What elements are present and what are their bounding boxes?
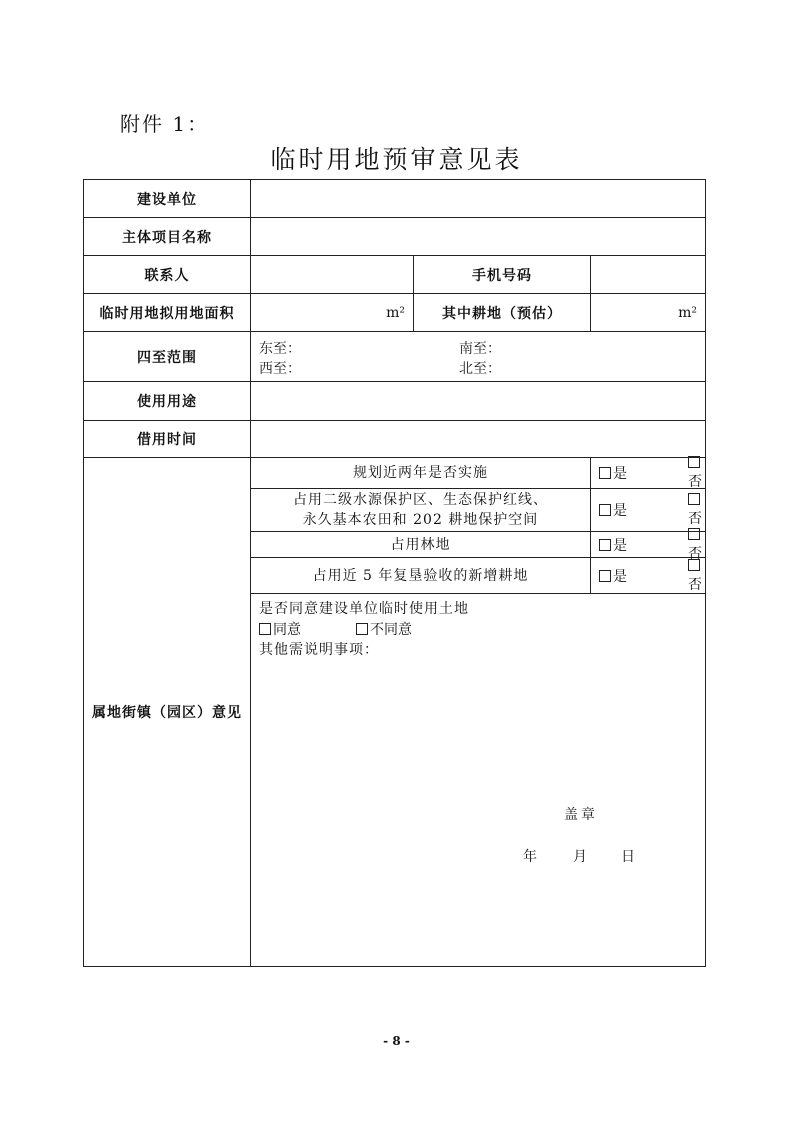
label-contact: 联系人: [84, 256, 251, 294]
question-text-line: 永久基本农田和 202 耕地保护空间: [302, 512, 539, 528]
question-text: [251, 489, 591, 532]
approval-form-table: [83, 179, 706, 967]
checkbox-icon[interactable]: [356, 623, 368, 635]
label-construction-unit: 建设单位: [84, 180, 251, 218]
south-label: 南至：: [459, 341, 501, 357]
yes-no-options: [591, 532, 706, 562]
label-boundaries: 四至范围: [84, 332, 251, 382]
agree-option[interactable]: 同意: [259, 619, 301, 639]
no-option[interactable]: 否: [688, 558, 705, 594]
row-project-name: [84, 218, 706, 256]
farmland-unit: m²: [678, 304, 697, 321]
row-contact: [84, 256, 706, 294]
label-usage: 使用用途: [84, 382, 251, 421]
label-borrow-time: 借用时间: [84, 421, 251, 458]
north-label: 北至：: [459, 361, 501, 377]
seal-label: 盖章: [564, 807, 598, 823]
checkbox-icon[interactable]: [688, 456, 700, 468]
yes-option[interactable]: 是: [599, 463, 627, 483]
no-option[interactable]: 否: [688, 492, 705, 528]
question-text: 占用林地: [251, 532, 591, 558]
checkbox-icon[interactable]: [599, 539, 611, 551]
field-borrow-time[interactable]: [251, 421, 706, 458]
day-label: 日: [621, 849, 635, 865]
checkbox-icon[interactable]: [599, 504, 611, 516]
checkbox-icon[interactable]: [259, 623, 271, 635]
field-area[interactable]: [251, 294, 414, 332]
label-opinion: 属地街镇（园区）意见: [84, 458, 251, 967]
yes-option[interactable]: 是: [599, 566, 627, 586]
no-option[interactable]: 否: [688, 455, 705, 491]
field-usage[interactable]: [251, 382, 706, 421]
row-construction-unit: [84, 180, 706, 218]
row-boundaries: [84, 332, 706, 382]
yes-no-options: [591, 489, 706, 532]
field-construction-unit[interactable]: [251, 180, 706, 218]
label-phone: 手机号码: [414, 256, 591, 294]
question-text: 占用近 5 年复垦验收的新增耕地: [251, 558, 591, 594]
west-label: 西至：: [259, 361, 301, 377]
form-title: 临时用地预审意见表: [270, 145, 523, 174]
yes-option[interactable]: 是: [599, 500, 627, 520]
yes-no-options: [591, 558, 706, 594]
question-row: [84, 458, 706, 489]
yes-no-options: [591, 458, 706, 489]
label-farmland: 其中耕地（预估）: [414, 294, 591, 332]
question-text-line: 占用二级水源保护区、生态保护红线、: [293, 492, 548, 508]
month-label: 月: [573, 849, 587, 865]
east-label: 东至：: [259, 341, 301, 357]
agree-question: 是否同意建设单位临时使用土地: [259, 601, 469, 617]
year-label: 年: [523, 849, 537, 865]
row-usage: [84, 382, 706, 421]
disagree-option[interactable]: 不同意: [356, 619, 412, 639]
field-boundaries[interactable]: [251, 332, 706, 382]
field-farmland[interactable]: [591, 294, 706, 332]
row-borrow-time: [84, 421, 706, 458]
checkbox-icon[interactable]: [688, 528, 700, 540]
row-area: [84, 294, 706, 332]
field-project-name[interactable]: [251, 218, 706, 256]
label-project-name: 主体项目名称: [84, 218, 251, 256]
checkbox-icon[interactable]: [688, 493, 700, 505]
no-option[interactable]: 否: [688, 527, 705, 563]
label-area: 临时用地拟用地面积: [84, 294, 251, 332]
field-phone[interactable]: [591, 256, 706, 294]
opinion-field[interactable]: [251, 594, 706, 967]
checkbox-icon[interactable]: [688, 559, 700, 571]
question-text: 规划近两年是否实施: [251, 458, 591, 489]
area-unit: m²: [386, 304, 405, 321]
other-notes-label: 其他需说明事项：: [259, 642, 379, 658]
yes-option[interactable]: 是: [599, 535, 627, 555]
page-number: - 8 -: [383, 1034, 410, 1048]
checkbox-icon[interactable]: [599, 570, 611, 582]
attachment-label: 附件 1：: [120, 112, 210, 136]
checkbox-icon[interactable]: [599, 467, 611, 479]
field-contact[interactable]: [251, 256, 414, 294]
